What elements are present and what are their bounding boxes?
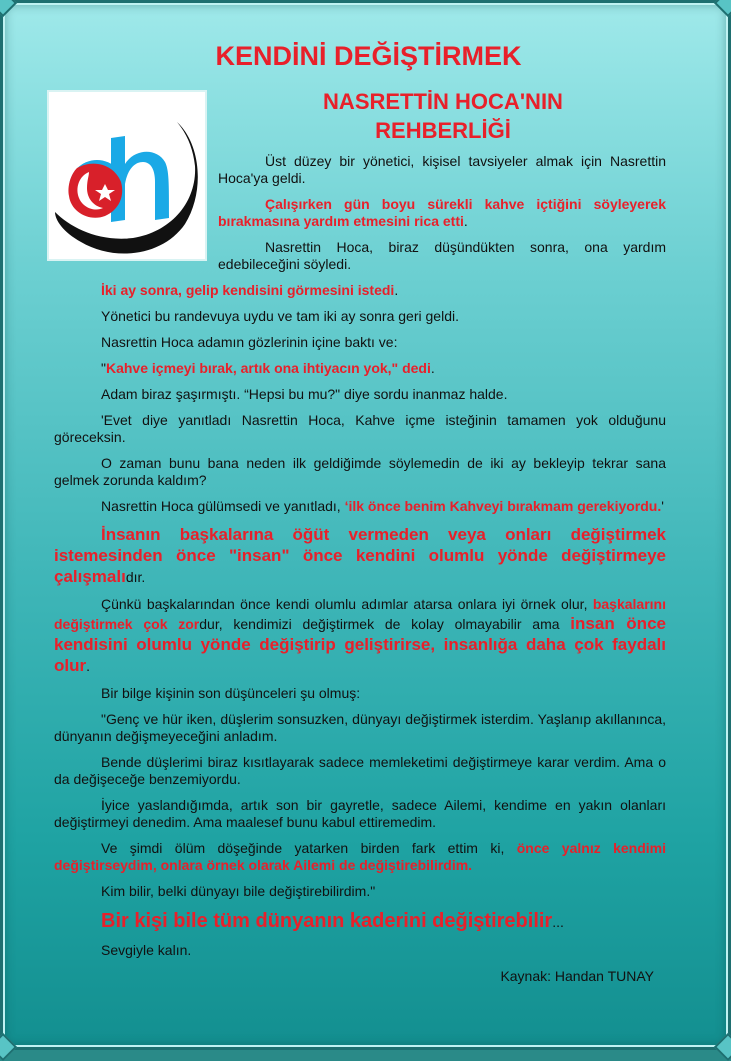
paragraph (54, 308, 666, 325)
text-run: Üst düzey bir yönetici, kişisel tavsiyeler almak için Nasrettin Hoca'ya geldi. (218, 153, 666, 186)
text-run: Çünkü başkalarından önce kendi olumlu adımlar atarsa onlara iyi örnek olur, (101, 596, 593, 612)
text-run: O zaman bunu bana neden ilk geldiğimde söylemedin de iki ay bekleyip tekrar sana gelmek zorunda kaldım? (54, 455, 666, 488)
text-run: 'Evet diye yanıtladı Nasrettin Hoca, Kahve içme isteğinin tamamen yok olduğunu göreceksin. (54, 412, 666, 445)
paragraph (54, 360, 666, 377)
paragraph (218, 239, 666, 273)
highlighted-text: Kahve içmeyi bırak, artık ona ihtiyacın yok," dedi (105, 360, 431, 376)
article-body (54, 153, 666, 985)
text-run: . (430, 360, 435, 376)
text-run: . (86, 658, 90, 674)
text-run: ... (552, 914, 564, 930)
paragraph (54, 754, 666, 788)
text-run: Nasrettin Hoca adamın gözlerinin içine baktı ve: (101, 334, 398, 350)
paragraph (54, 282, 666, 299)
paragraph (54, 711, 666, 745)
page-subtitle (265, 87, 621, 145)
text-run: Bir bilge kişinin son düşünceleri şu olmuş: (101, 685, 361, 701)
paragraph (54, 455, 666, 489)
paragraph (54, 909, 666, 933)
text-run: " (101, 360, 106, 376)
highlighted-text: İnsanın başkalarına öğüt vermeden veya onları değiştirmek istemesinden önce "insan" önce kendini olumlu yönde değiştirmeye çalışmalı (54, 525, 666, 586)
text-run: Sevgiyle kalın. (101, 942, 192, 958)
paragraph (54, 412, 666, 446)
text-run: . (394, 282, 399, 298)
subtitle-line-1: NASRETTİN HOCA'NIN (323, 89, 563, 114)
paragraph (54, 524, 666, 587)
text-run: Nasrettin Hoca gülümsedi ve yanıtladı, (101, 498, 345, 514)
corner-ornament-top-right (714, 0, 731, 17)
text-run: . (463, 213, 468, 229)
paragraph (54, 685, 666, 702)
text-run: İyice yaslandığımda, artık son bir gayretle, sadece Ailemi, kendime en yakın olanları değiştirmeyi denedim. Ama maalesef bunu kabul ettiremedim. (54, 797, 666, 830)
paragraph (54, 883, 666, 900)
text-run: ' (661, 498, 664, 514)
highlighted-text: Bir kişi bile tüm dünyanın kaderini değiştirebilir (101, 910, 553, 932)
text-run: dur, kendimizi değiştirmek de kolay olmayabilir ama (199, 616, 571, 632)
text-run: dır. (125, 569, 146, 585)
corner-ornament-bottom-right (714, 1033, 731, 1061)
highlighted-text: ‘ilk önce benim Kahveyi bırakmam gerekiyordu. (344, 498, 662, 514)
highlighted-text: Çalışırken gün boyu sürekli kahve içtiğini söyleyerek bırakmasına yardım etmesini rica etti (218, 196, 666, 229)
paragraph (54, 797, 666, 831)
source-credit: Kaynak: Handan TUNAY (500, 968, 654, 984)
paragraph (218, 153, 666, 187)
text-run: Adam biraz şaşırmıştı. “Hepsi bu mu?" diye sordu inanmaz halde. (101, 386, 508, 402)
text-run: Nasrettin Hoca, biraz düşündükten sonra, ona yardım edebileceğini söyledi. (218, 239, 666, 272)
text-run: "Genç ve hür iken, düşlerim sonsuzken, dünyayı değiştirmek isterdim. Yaşlanıp akıllanınca, dünyanın değişmeyeceğini anladım. (54, 711, 666, 744)
corner-ornament-top-left (0, 0, 17, 17)
text-run: Bende düşlerimi biraz kısıtlayarak sadece memleketimi değiştirmeye karar verdim. Ama o da değişeceğe benzemiyordu. (54, 754, 666, 787)
highlighted-text: insan önce kendisini olumlu yönde değiştirip geliştirirse, insanlığa daha çok faydalı olur (54, 614, 666, 675)
highlighted-text: önce yalnız kendimi değiştirseydim, onlara örnek olarak Ailemi de değiştirebilirdim. (54, 840, 667, 873)
subtitle-line-2: REHBERLİĞİ (375, 118, 511, 143)
paragraph (54, 334, 666, 351)
text-run: Kim bilir, belki dünyayı bile değiştirebilirdim." (101, 883, 376, 899)
page-title: KENDİNİ DEĞİŞTİRMEK (215, 41, 522, 71)
highlighted-text: İki ay sonra, gelip kendisini görmesini istedi (101, 282, 395, 298)
paragraph (218, 196, 666, 230)
paragraph (54, 386, 666, 403)
text-run: Ve şimdi ölüm döşeğinde yatarken birden fark ettim ki, (101, 840, 517, 856)
text-run: Yönetici bu randevuya uydu ve tam iki ay sonra geri geldi. (101, 308, 459, 324)
highlighted-text: başkalarını değiştirmek çok zor (54, 596, 666, 632)
corner-ornament-bottom-left (0, 1033, 17, 1061)
paragraph (54, 840, 666, 874)
paragraph (54, 942, 666, 959)
paragraph (54, 596, 666, 676)
paragraph (54, 498, 666, 515)
